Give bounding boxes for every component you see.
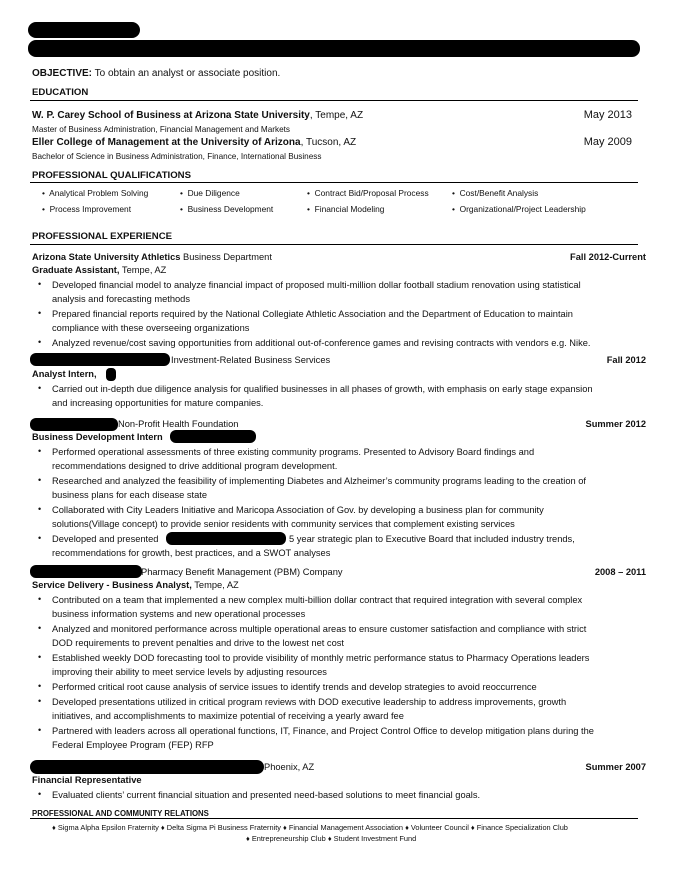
bullet-line: Performed operational assessments of three existing community programs. Presented to Advisory Board findings and	[52, 447, 535, 457]
degree: Bachelor of Science in Business Administration, Finance, International Business	[32, 152, 322, 161]
bullet-icon: •	[38, 623, 42, 633]
school-name: Eller College of Management at the University of Arizona	[32, 137, 301, 148]
job-organization: Non-Profit Health Foundation	[118, 419, 239, 429]
job-organization: Investment-Related Business Services	[171, 355, 331, 365]
bullet-icon: •	[38, 475, 42, 485]
qualification-item: • Organizational/Project Leadership	[452, 204, 586, 214]
job-title: Service Delivery - Business Analyst, Tempe, AZ	[32, 580, 239, 590]
education-date: May 2013	[583, 109, 632, 121]
bullet-line: business information systems and new operational processes	[52, 609, 306, 619]
bullet-line: Federal Employee Program (FEP) RFP	[52, 740, 214, 750]
redacted-company	[30, 760, 264, 774]
bullet-line: initiatives, and accomplishments to maximize potential of receiving a yearly award fee	[52, 711, 404, 721]
job-date: Summer 2012	[585, 419, 646, 429]
education-rule	[30, 100, 638, 101]
bullet-icon: •	[38, 533, 42, 543]
job-title: Graduate Assistant, Tempe, AZ	[32, 265, 167, 275]
bullet-line: recommendations for growth, best practices, and a SWOT analyses	[52, 548, 331, 558]
education-date: May 2009	[583, 136, 632, 148]
bullet-line: Partnered with leaders across all operational functions, IT, Finance, and Project Control Office to develop mitigation plans during the	[52, 726, 594, 736]
education-heading: EDUCATION	[32, 87, 89, 98]
bullet-line: 5 year strategic plan to Executive Board that included industry trends,	[289, 534, 575, 544]
qualifications-heading: PROFESSIONAL QUALIFICATIONS	[32, 170, 192, 181]
bullet-icon: •	[38, 652, 42, 662]
objective	[32, 67, 280, 80]
qualification-item: • Cost/Benefit Analysis	[452, 188, 539, 198]
redacted-contact-bar	[28, 40, 640, 57]
qualification-item: • Business Development	[180, 204, 274, 214]
experience-heading: PROFESSIONAL EXPERIENCE	[32, 231, 173, 242]
bullet-icon: •	[38, 308, 42, 318]
bullet-line: Developed financial model to analyze financial impact of proposed multi-million dollar football stadium renovation using statistical	[52, 280, 581, 290]
qualification-item: • Process Improvement	[42, 204, 132, 214]
degree: Master of Business Administration, Financial Management and Markets	[32, 125, 291, 134]
bullet-line: analysis and forecasting methods	[52, 294, 190, 304]
redacted-company	[30, 353, 170, 366]
bullet-line: Analyzed revenue/cost saving opportunities from additional out-of-conference games and revising contracts with vendors e.g. Nike.	[52, 338, 591, 348]
school-name: W. P. Carey School of Business at Arizona State University	[32, 110, 310, 121]
job-date: 2008 – 2011	[594, 567, 646, 577]
bullet-line: Developed and presented	[52, 534, 159, 544]
community-line: ♦ Sigma Alpha Epsilon Fraternity ♦ Delta Sigma Pi Business Fraternity ♦ Financial Management Association ♦ Volunteer Council ♦ Finance Specialization Club	[52, 823, 568, 832]
bullet-icon: •	[38, 337, 42, 347]
bullet-line: Researched and analyzed the feasibility of implementing Diabetes and Alzheimer’s community programs leading to the creation of	[52, 476, 587, 486]
job-organization: Pharmacy Benefit Management (PBM) Company	[141, 567, 343, 577]
bullet-icon: •	[38, 504, 42, 514]
school-location: , Tempe, AZ	[309, 110, 364, 121]
bullet-line: recommendations designed to drive additional program development.	[52, 461, 338, 471]
objective-label: OBJECTIVE:	[32, 68, 93, 79]
redacted-name-inline	[170, 430, 256, 443]
bullet-line: improving their ability to meet service levels by adjusting resources	[52, 667, 327, 677]
qualification-item: • Contract Bid/Proposal Process	[307, 188, 429, 198]
bullet-icon: •	[38, 594, 42, 604]
bullet-line: Evaluated clients’ current financial situation and presented need-based solutions to meet financial goals.	[52, 790, 481, 800]
bullet-line: Analyzed and monitored performance across multiple operational areas to ensure customer satisfaction and compliance with strict	[52, 624, 587, 634]
job-organization: Phoenix, AZ	[264, 762, 315, 772]
qualification-item: • Analytical Problem Solving	[42, 188, 149, 198]
experience-rule	[30, 244, 638, 245]
bullet-icon: •	[38, 446, 42, 456]
bullet-line: and increasing opportunities for mature companies.	[52, 398, 264, 408]
bullet-icon: •	[38, 383, 42, 393]
community-line: ♦ Entrepreneurship Club ♦ Student Investment Fund	[246, 834, 417, 843]
redacted-org-inline	[166, 532, 286, 545]
redacted-company	[30, 418, 118, 431]
bullet-icon: •	[38, 725, 42, 735]
community-rule	[30, 818, 638, 819]
job-title: Business Development Intern	[32, 432, 163, 442]
qualification-item: • Due Diligence	[180, 188, 240, 198]
bullet-icon: •	[38, 681, 42, 691]
bullet-line: business plans for each disease state	[52, 490, 208, 500]
bullet-icon: •	[38, 279, 42, 289]
bullet-line: Prepared financial reports required by the National Collegiate Athletic Association and the Department of Education to maintain	[52, 309, 573, 319]
job-organization: Arizona State University Athletics Business Department	[32, 252, 272, 262]
redacted-name-inline	[106, 368, 116, 381]
bullet-line: Developed presentations utilized in critical program reviews with DOD executive leadership to address improvements, growth	[52, 697, 567, 707]
bullet-icon: •	[38, 789, 42, 799]
qualification-item: • Financial Modeling	[307, 204, 385, 214]
bullet-line: Established weekly DOD forecasting tool to provide visibility of monthly metric performance status to Pharmacy Operations leaders	[52, 653, 590, 663]
education-entry	[32, 109, 363, 122]
bullet-line: Contributed on a team that implemented a new complex multi-billion dollar contract that required integration with several complex	[52, 595, 583, 605]
job-title: Analyst Intern,	[32, 369, 97, 379]
job-date: Fall 2012-Current	[570, 252, 646, 262]
job-title: Financial Representative	[32, 775, 142, 785]
community-heading: PROFESSIONAL AND COMMUNITY RELATIONS	[32, 809, 209, 818]
bullet-line: Collaborated with City Leaders Initiative and Maricopa Association of Gov. by developing a business plan for community	[52, 505, 544, 515]
redacted-company	[30, 565, 142, 578]
bullet-line: Performed critical root cause analysis of service issues to identify trends and develop strategies to avoid reoccurrence	[52, 682, 537, 692]
redacted-name	[28, 22, 140, 38]
bullet-line: DOD requirements to prevent penalties and drive to the lowest net cost	[52, 638, 344, 648]
education-entry	[32, 136, 356, 149]
qualifications-rule	[30, 182, 638, 183]
job-date: Summer 2007	[585, 762, 646, 772]
bullet-icon: •	[38, 696, 42, 706]
job-date: Fall 2012	[606, 355, 646, 365]
bullet-line: compliance with these overseeing organizations	[52, 323, 250, 333]
objective-text: To obtain an analyst or associate position.	[94, 68, 281, 79]
bullet-line: solutions(Village concept) to provide senior residents with community services that complement existing services	[52, 519, 515, 529]
bullet-line: Carried out in-depth due diligence analysis for qualified businesses in all phases of growth, with emphasis on early stage expansion	[52, 384, 593, 394]
school-location: , Tucson, AZ	[300, 137, 357, 148]
